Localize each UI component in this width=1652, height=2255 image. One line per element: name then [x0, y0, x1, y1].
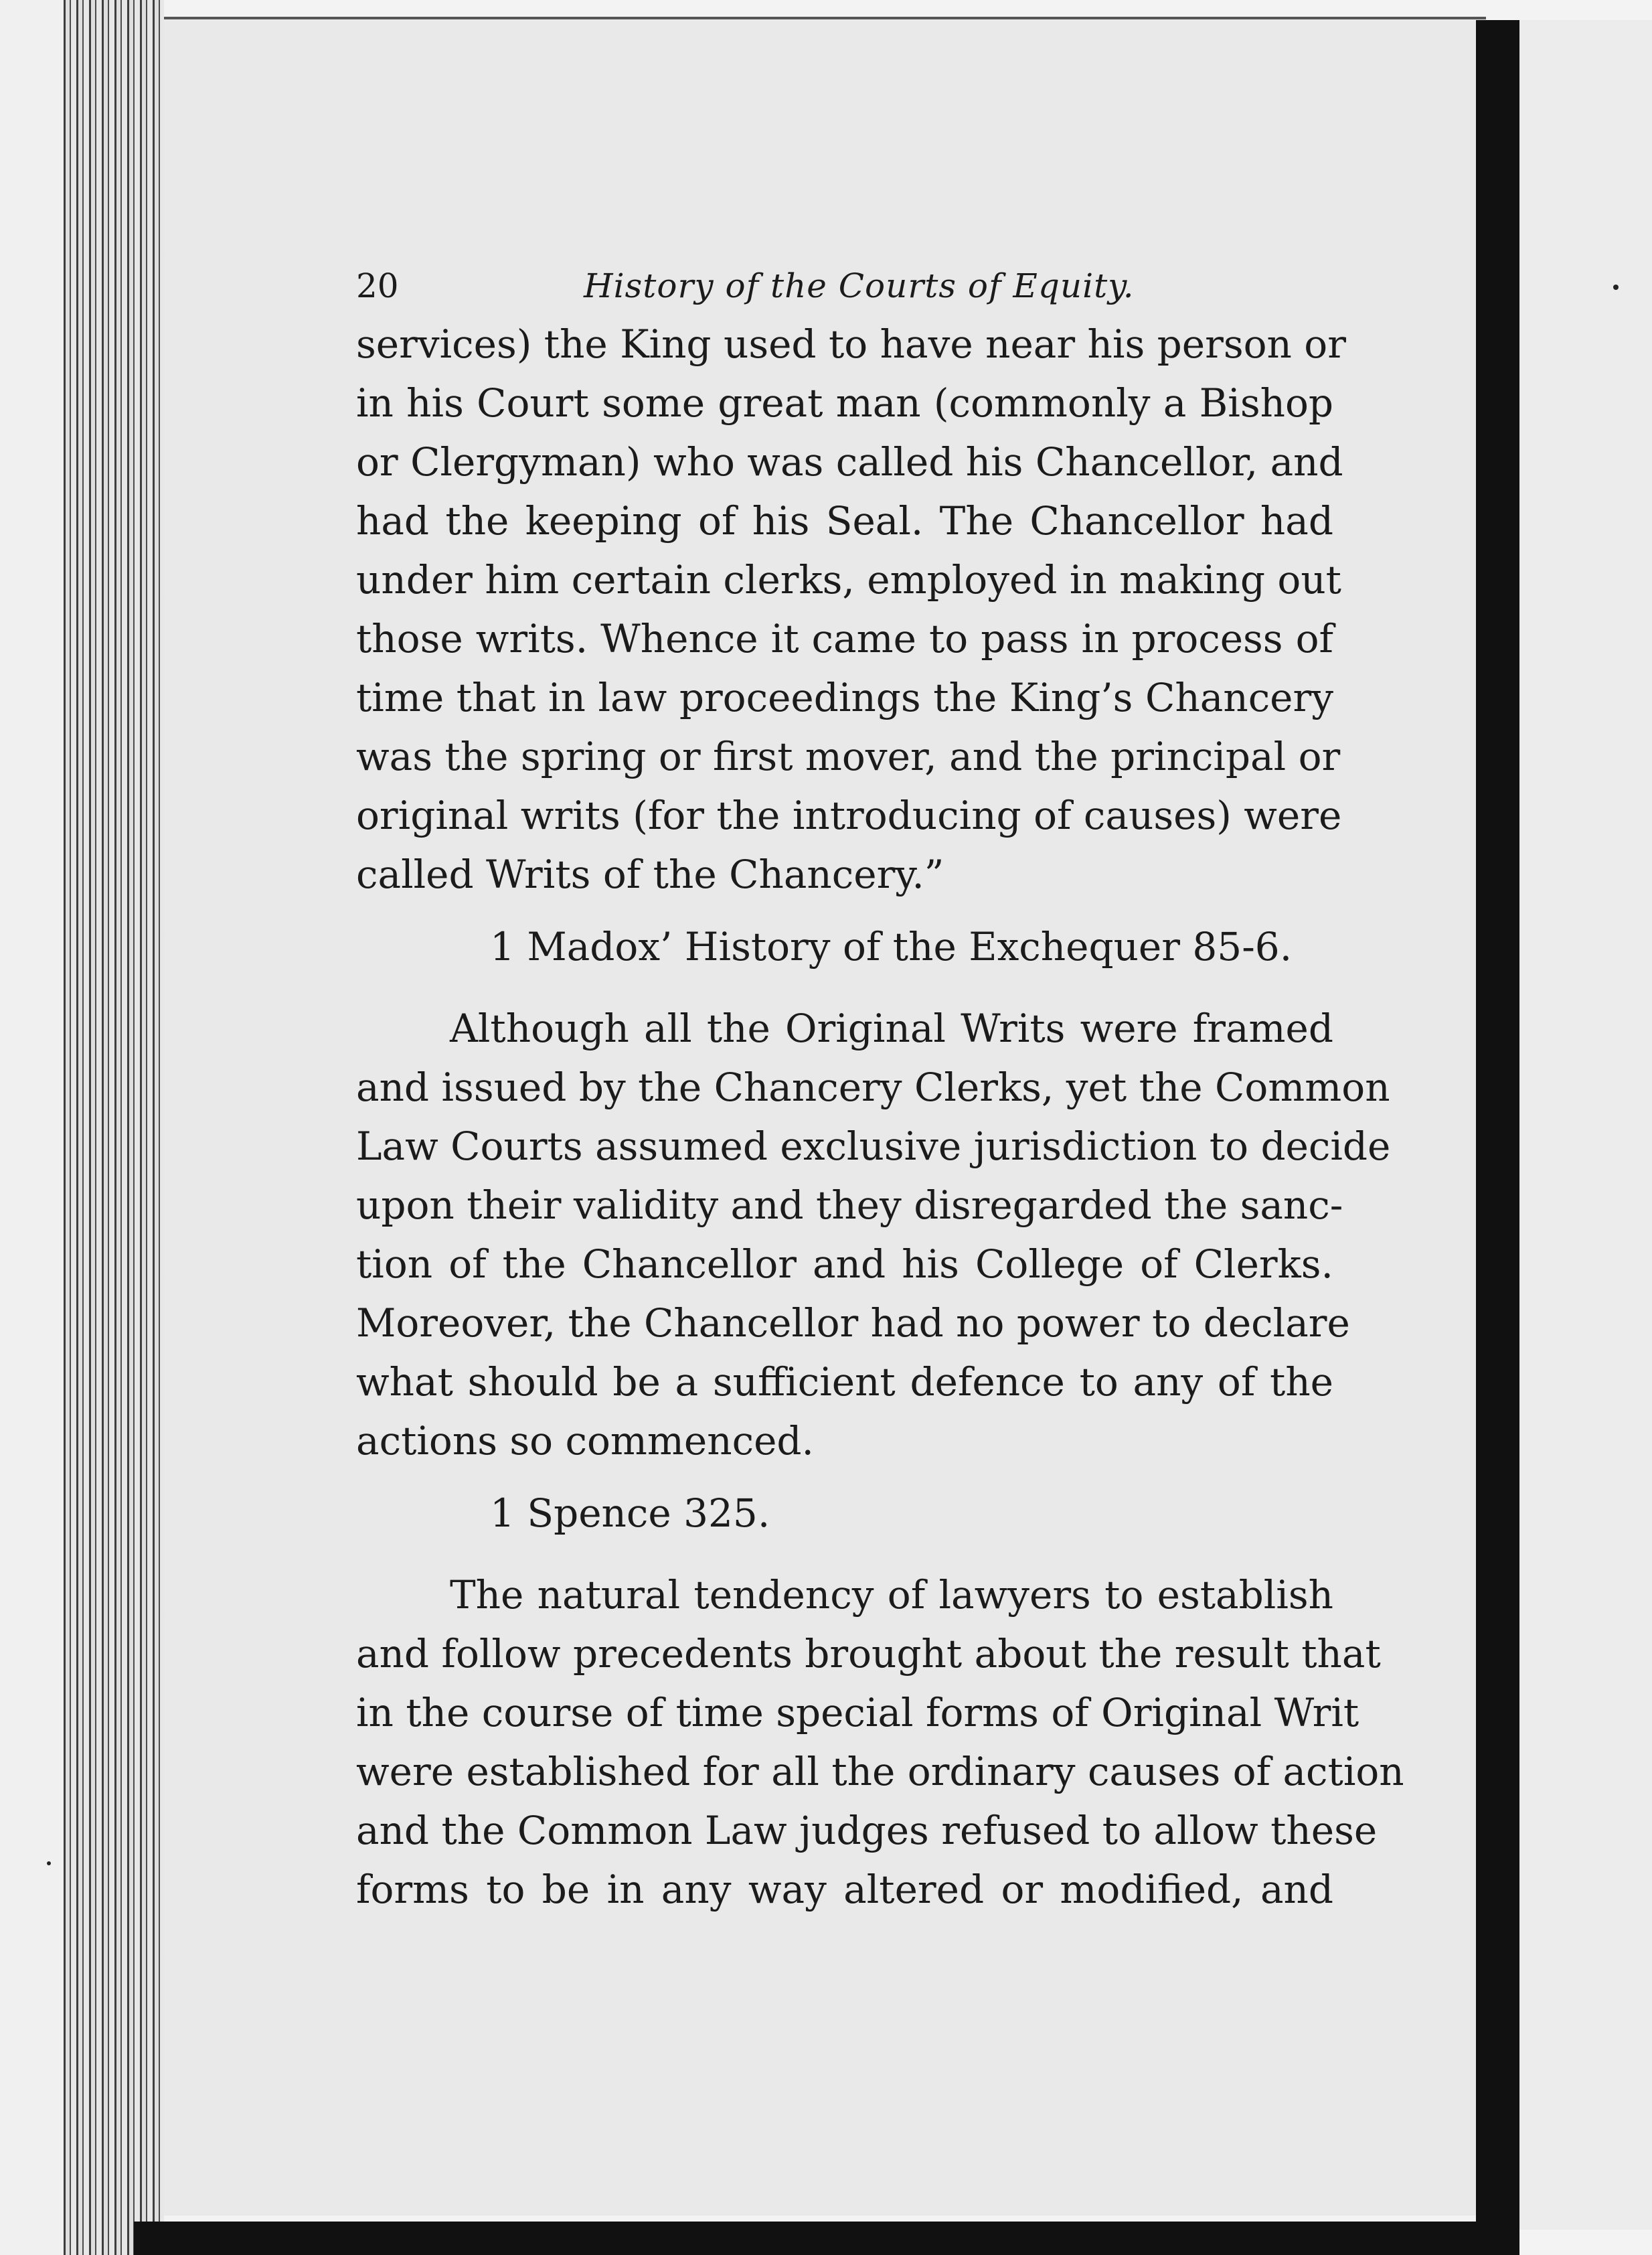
page-number: 20: [356, 266, 399, 305]
page-content: [356, 254, 1404, 1919]
text-line: or Clergyman) who was called his Chancellor, and: [356, 439, 1343, 485]
paragraph-2: [356, 999, 1391, 1470]
text-line: services) the King used to have near his person or: [356, 321, 1346, 367]
paragraph-1: [356, 315, 1346, 904]
text-line: in the course of time special forms of Original Writ: [356, 1690, 1359, 1735]
scan-speck: [47, 1861, 51, 1865]
text-line: and follow precedents brought about the result that: [356, 1631, 1381, 1677]
text-line: actions so commenced.: [356, 1418, 814, 1464]
text-line: and issued by the Chancery Clerks, yet the Common: [356, 1065, 1390, 1110]
binding-gutter: [1476, 20, 1519, 2223]
text-line: Law Courts assumed exclusive jurisdiction to decide: [356, 1123, 1391, 1169]
text-line: was the spring or first mover, and the principal or: [356, 734, 1341, 779]
text-line: Although all the Original Writs were framed: [450, 1006, 1333, 1051]
text-line: under him certain clerks, employed in making out: [356, 557, 1341, 603]
text-line: those writs. Whence it came to pass in process of: [356, 616, 1333, 662]
text-line: upon their validity and they disregarded the sanc-: [356, 1182, 1343, 1228]
left-margin: [0, 0, 64, 2255]
paragraph-3: [356, 1565, 1404, 1919]
citation: 1 Madox’ History of the Exchequer 85-6.: [490, 924, 1293, 969]
text-line: The natural tendency of lawyers to establish: [450, 1572, 1333, 1618]
bottom-shadow: [134, 2222, 1519, 2255]
text-line: what should be a sufficient defence to any of the: [356, 1359, 1333, 1405]
text-line: called Writs of the Chancery.”: [356, 852, 944, 897]
text-line: tion of the Chancellor and his College of Clerks.: [356, 1241, 1333, 1287]
running-title: History of the Courts of Equity.: [584, 266, 1135, 305]
scan-speck: [1613, 285, 1619, 290]
page-edge-stack: [64, 0, 164, 2255]
text-line: were established for all the ordinary causes of action: [356, 1749, 1404, 1794]
page-header: [356, 254, 1333, 315]
citation: 1 Spence 325.: [490, 1490, 770, 1536]
text-line: Moreover, the Chancellor had no power to declare: [356, 1300, 1350, 1346]
text-line: original writs (for the introducing of causes) were: [356, 793, 1342, 838]
text-line: time that in law proceedings the King’s Chancery: [356, 675, 1333, 720]
facing-page-edge: [1519, 20, 1652, 2230]
text-line: forms to be in any way altered or modified, and: [356, 1867, 1333, 1912]
text-line: had the keeping of his Seal. The Chancellor had: [356, 498, 1333, 544]
text-line: in his Court some great man (commonly a Bishop: [356, 380, 1333, 426]
text-line: and the Common Law judges refused to allow these: [356, 1808, 1378, 1853]
